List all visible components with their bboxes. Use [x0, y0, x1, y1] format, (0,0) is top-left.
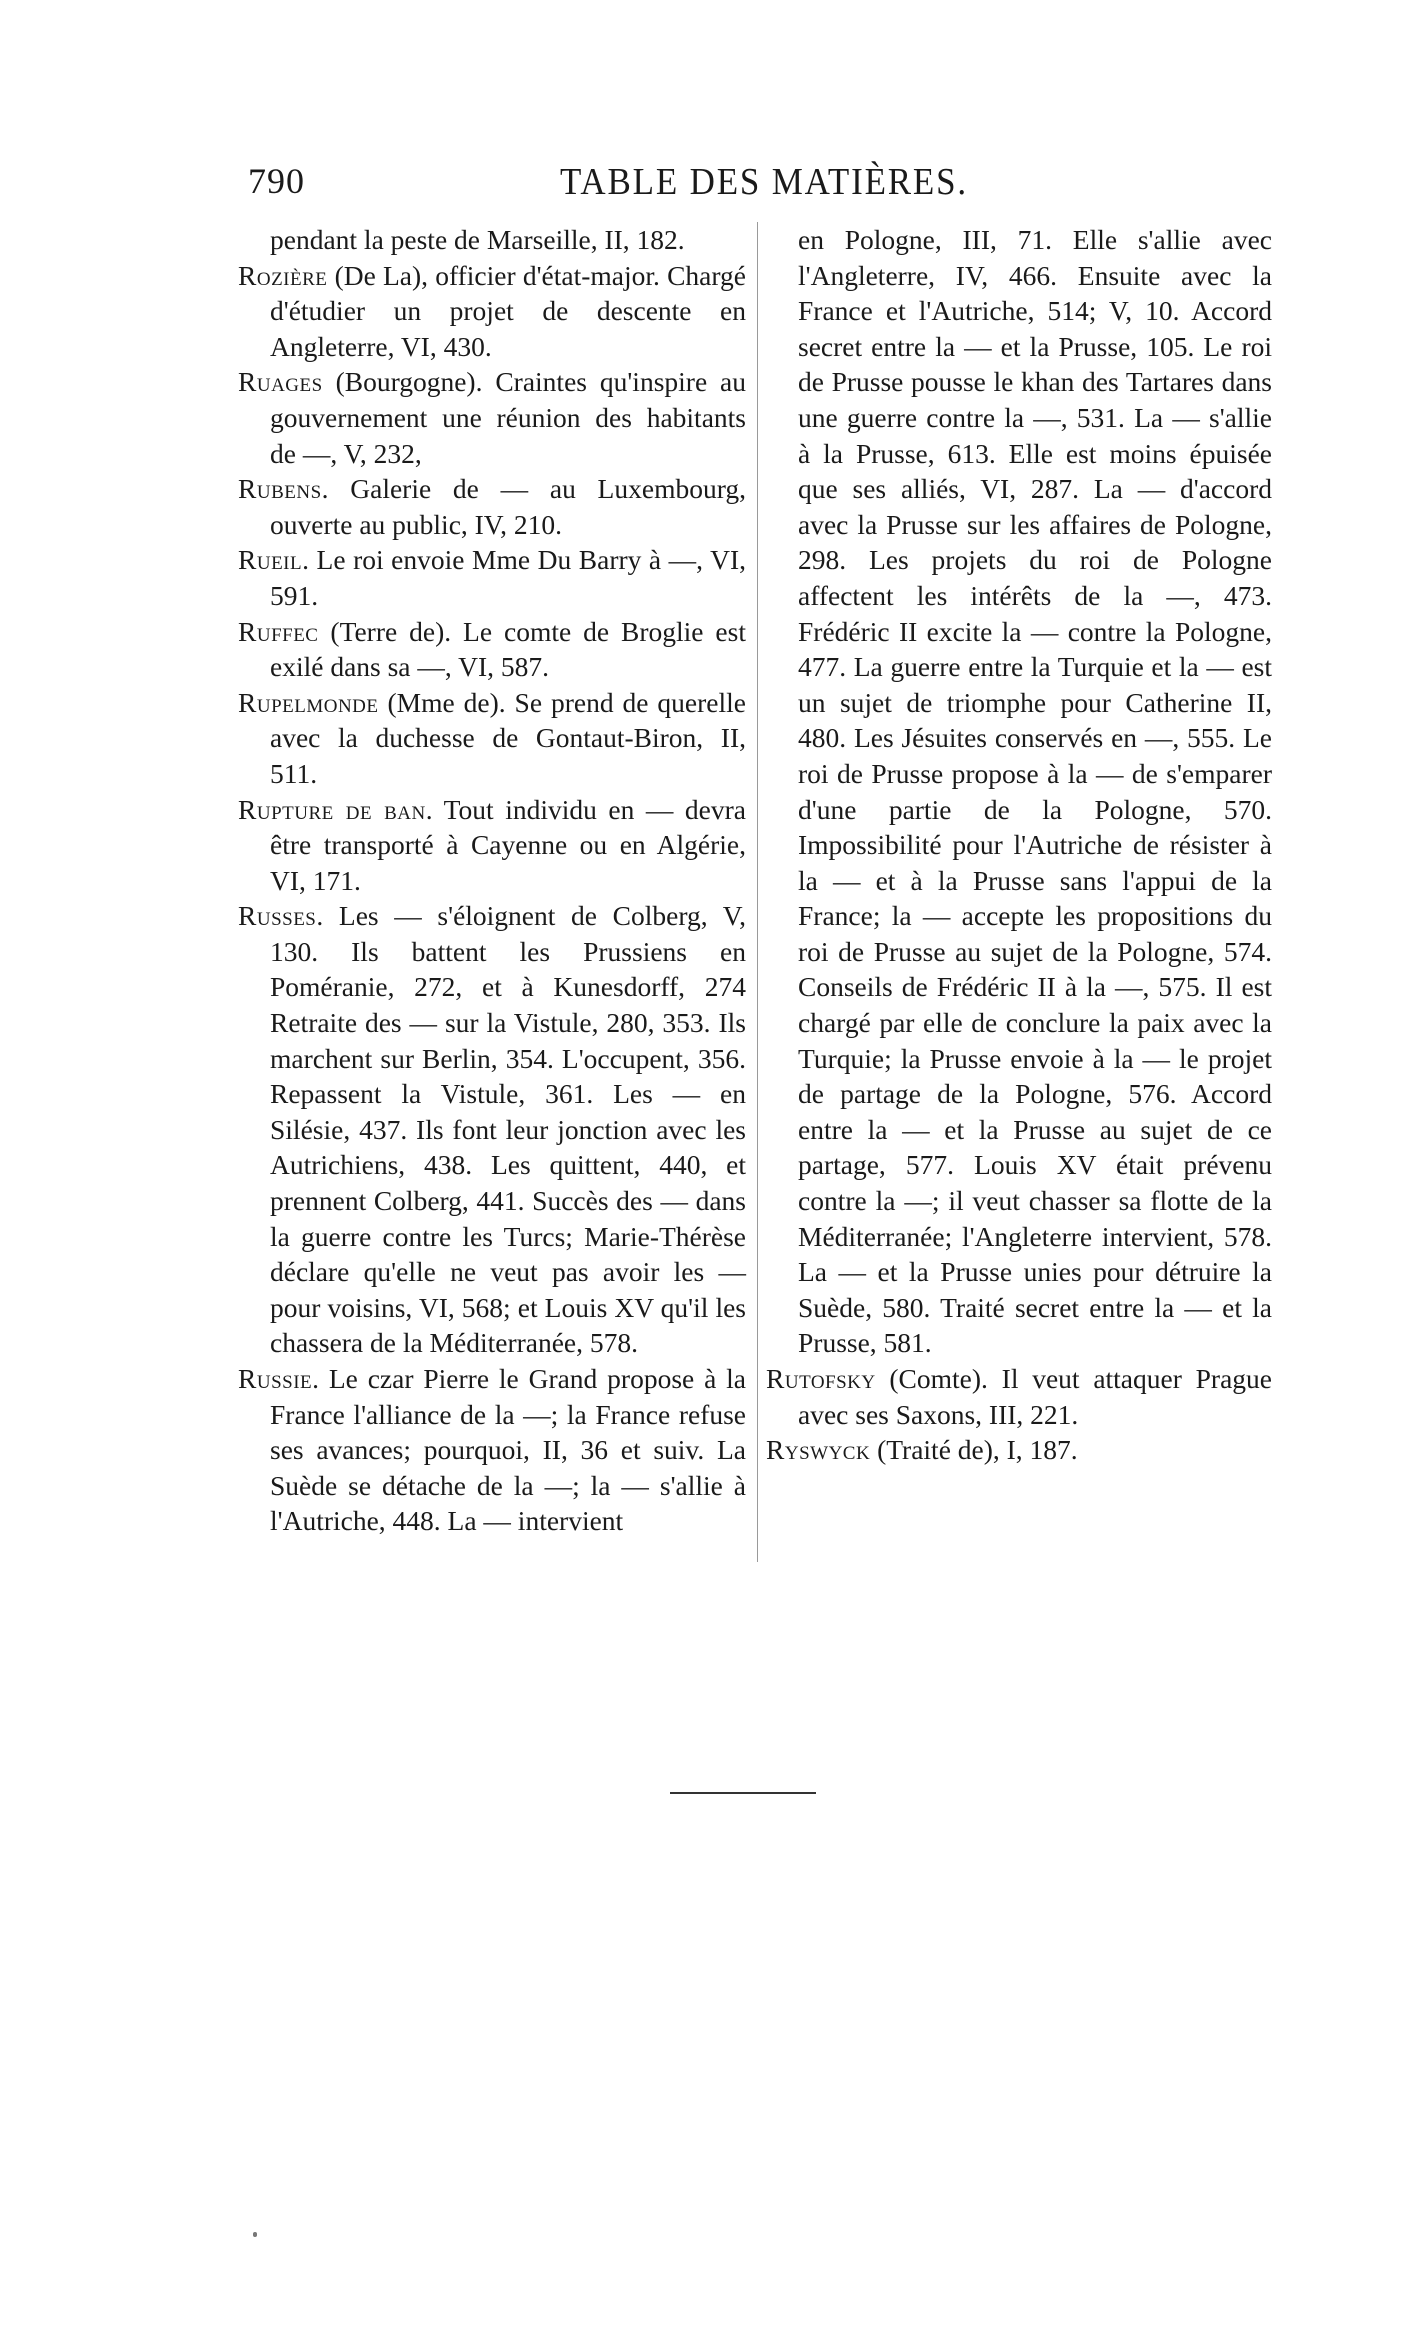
entry-text: . Le czar Pierre le Grand propose à la France l'alliance de la —; la France refuse ses avances; pourquoi, II, 36 et suiv. La Suède se détache de la —; la — s'allie à l'Autriche, 448. La — intervient	[270, 1363, 746, 1537]
entry-headword: Ruffec	[238, 615, 319, 647]
index-entry-russie	[238, 1361, 746, 1539]
entry-text: (De La), officier d'état-major. Chargé d'étudier un projet de descente en Angleterre, VI, 430.	[270, 259, 746, 362]
index-entry-russes	[238, 898, 746, 1361]
entry-headword: Rutofsky	[766, 1363, 876, 1394]
entry-text: (Traité de), I, 187.	[870, 1434, 1078, 1466]
entry-text: (Comte). Il veut attaquer Prague avec ses Saxons, III, 221.	[798, 1363, 1272, 1430]
page-number: 790	[248, 161, 305, 201]
entry-headword: Russie	[238, 1363, 313, 1394]
index-column-left	[238, 222, 746, 1539]
index-entry-ruages	[238, 364, 746, 471]
index-column-right	[766, 222, 1272, 1468]
entry-text: . Tout individu en — devra être transporté à Cayenne ou en Algérie, VI, 171.	[270, 793, 746, 896]
index-entry-roziere	[238, 258, 746, 365]
entry-headword: Ruages	[238, 366, 323, 398]
entry-text: (Mme de). Se prend de querelle avec la duchesse de Gontaut-Biron, II, 511.	[270, 686, 746, 789]
index-entry-ruffec	[238, 614, 746, 685]
entry-headword: Rueil	[238, 544, 303, 576]
continuation-text: en Pologne, III, 71. Elle s'allie avec l'Angleterre, IV, 466. Ensuite avec la France et l'Autriche, 514; V, 10. Accord secret entre la — et la Prusse, 105. Le roi de Prusse pousse le khan des Tartares dans une guerre contre la —, 531. La — s'allie à la Prusse, 613. Elle est moins épuisée que ses alliés, VI, 287. La — d'accord avec la Prusse sur les affaires de Pologne, 298. Les projets du roi de Pologne affectent les intérêts de la —, 473. Frédéric II excite la — contre la Pologne, 477. La guerre entre la Turquie et la — est un sujet de triomphe pour Catherine II, 480. Les Jésuites conservés en —, 555. Le roi de Prusse propose à la — de s'emparer d'une partie de la Pologne, 570. Impossibilité pour l'Autriche de résister à la — et à la Prusse sans l'appui de la France; la — accepte les propositions du roi de Prusse au sujet de la Pologne, 574. Conseils de Frédéric II à la —, 575. Il est chargé par elle de conclure la paix avec la Turquie; la Prusse envoie à la — le projet de partage de la Pologne, 576. Accord entre la — et la Prusse au sujet de ce partage, 577. Louis XV était prévenu contre la —; il veut chasser sa flotte de la Méditerranée; l'Angleterre intervient, 578. La — et la Prusse unies pour détruire la Suède, 580. Traité secret entre la — et la Prusse, 581.	[798, 224, 1272, 1359]
entry-headword: Rubens	[238, 473, 322, 505]
entry-text: . Galerie de — au Luxembourg, ouverte au public, IV, 210.	[270, 473, 746, 540]
running-header	[248, 160, 1160, 203]
entry-headword: Rupture de ban	[238, 793, 426, 825]
running-title: TABLE DES MATIÈRES.	[560, 161, 968, 203]
index-entry-ryswyck	[766, 1432, 1272, 1468]
end-of-page-rule	[670, 1792, 816, 1794]
entry-headword: Russes	[238, 900, 317, 932]
entry-text: (Bourgogne). Craintes qu'inspire au gouvernement une réunion des habitants de —, V, 232,	[270, 366, 746, 469]
entry-headword: Rozière	[238, 259, 328, 291]
entry-text: . Les — s'éloignent de Colberg, V, 130. Ils battent les Prussiens en Poméranie, 272, et à Kunesdorff, 274 Retraite des — sur la Vistule, 280, 353. Ils marchent sur Berlin, 354. L'occupent, 356. Repassent la Vistule, 361. Les — en Silésie, 437. Ils font leur jonction avec les Autrichiens, 438. Les quittent, 440, et prennent Colberg, 441. Succès des — dans la guerre contre les Turcs; Marie-Thérèse déclare qu'elle ne veut pas avoir les — pour voisins, VI, 568; et Louis XV qu'il les chassera de la Méditerranée, 578.	[270, 900, 746, 1359]
entry-text: . Le roi envoie Mme Du Barry à —, VI, 591.	[270, 544, 746, 611]
print-speck	[253, 2232, 257, 2237]
entry-headword: Ryswyck	[766, 1434, 871, 1466]
entry-text: (Terre de). Le comte de Broglie est exilé dans sa —, VI, 587.	[270, 615, 746, 683]
index-entry-rueil	[238, 542, 746, 613]
column-divider	[757, 222, 758, 1562]
index-entry-rutofsky	[766, 1361, 1272, 1432]
index-entry-rupelmonde	[238, 685, 746, 792]
index-entry-rubens	[238, 471, 746, 542]
index-entry-rupture-de-ban	[238, 792, 746, 899]
continuation-text: pendant la peste de Marseille, II, 182.	[270, 224, 685, 255]
entry-headword: Rupelmonde	[238, 686, 379, 718]
